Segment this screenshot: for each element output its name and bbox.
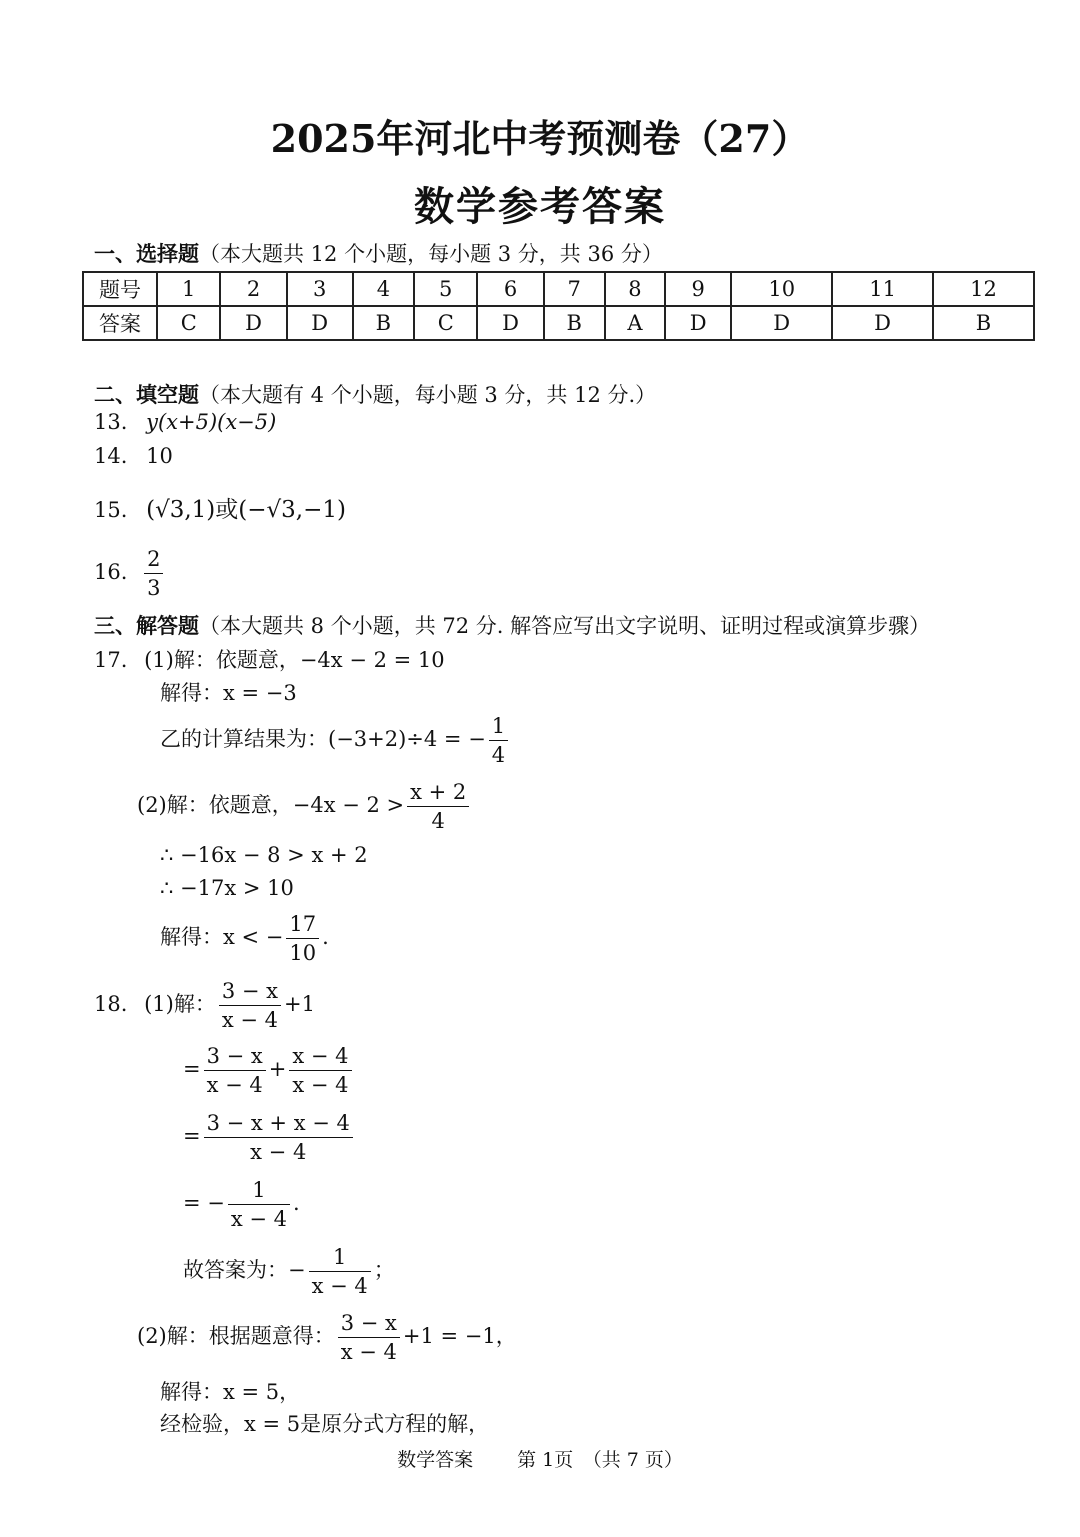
section-3-desc: （本大题共 8 个小题，共 72 分. 解答应写出文字说明、证明过程或演算步骤）	[199, 614, 931, 638]
table-cell: 9	[665, 272, 731, 306]
table-header-answer: 答案	[83, 306, 157, 340]
solution-text: 乙的计算结果为：(−3+2)÷4 = −	[160, 727, 486, 751]
fraction	[407, 778, 469, 835]
fraction-numerator: 17	[286, 910, 319, 939]
table-cell: D	[665, 306, 731, 340]
answer-17-line-1	[94, 644, 445, 674]
fraction-denominator: 4	[431, 809, 445, 833]
solution-text: ∴ −17x > 10	[160, 876, 294, 900]
page-subtitle: 数学参考答案	[414, 183, 666, 230]
fraction-denominator: x − 4	[340, 1340, 397, 1364]
answer-17-line-3	[160, 712, 511, 769]
solution-text: (2)解：根据题意得：	[137, 1324, 335, 1348]
answer-15	[94, 491, 346, 524]
solution-text: (2)解：依题意，−4x − 2 >	[137, 793, 405, 817]
solution-text: 故答案为：−	[183, 1258, 306, 1282]
answer-table	[82, 271, 1035, 341]
table-cell: D	[287, 306, 353, 340]
section-1-desc: （本大题共 12 个小题，每小题 3 分，共 36 分）	[199, 242, 663, 266]
fraction	[286, 910, 319, 967]
answer-18-part-2-line-1	[137, 1309, 517, 1366]
page-footer: 数学答案 第 1页 （共 7 页）	[397, 1449, 683, 1471]
answer-17-part-2-line-4	[160, 910, 329, 967]
solution-text: 解得：x = 5，	[160, 1380, 301, 1404]
fraction	[338, 1309, 400, 1366]
section-2-label: 二、填空题	[94, 383, 199, 407]
table-cell: 7	[544, 272, 605, 306]
answer-18-step-4: = − $\frac{1}{x - 4}$ .	[183, 1178, 300, 1231]
solution-text: +1 = −1，	[402, 1324, 517, 1348]
answer-18-step-3: = $\frac{3 - x + x - 4}{x - 4}$	[183, 1109, 356, 1166]
fraction-numerator: 1	[489, 712, 508, 741]
solution-text: +1	[284, 992, 315, 1016]
fraction	[289, 1042, 351, 1099]
table-cell: 3	[287, 272, 353, 306]
question-number: 16.	[94, 560, 128, 584]
table-cell: B	[353, 306, 414, 340]
table-row-numbers	[83, 272, 1034, 306]
table-cell: 6	[477, 272, 543, 306]
fraction-denominator: 10	[289, 941, 317, 965]
question-number: 18.	[94, 992, 128, 1016]
fraction	[489, 712, 508, 769]
question-number: 15.	[94, 498, 128, 522]
table-cell: C	[414, 306, 477, 340]
fraction-denominator: x − 4	[250, 1140, 307, 1164]
fraction	[228, 1176, 290, 1233]
section-2-desc: （本大题有 4 个小题，每小题 3 分，共 12 分.）	[199, 383, 657, 407]
fraction-numerator: 2	[144, 545, 163, 574]
solution-text: 解得：x < −	[160, 925, 284, 949]
section-2-heading	[94, 379, 656, 409]
fraction-numerator: 3 − x	[219, 977, 281, 1006]
table-cell: D	[832, 306, 933, 340]
table-cell: 2	[220, 272, 286, 306]
table-cell: B	[544, 306, 605, 340]
answer-18-step-2: = $\frac{3 - x}{x - 4}$ + $\frac{x - 4}{x - 4}$	[183, 1042, 355, 1099]
fraction-numerator: 3 − x + x − 4	[204, 1109, 353, 1138]
answer-13	[94, 410, 276, 434]
answer-15-value: (√3,1)或(−√3,−1)	[146, 497, 346, 523]
answer-14	[94, 444, 173, 468]
solution-text: (1)解：依题意，−4x − 2 = 10	[144, 648, 445, 672]
solution-text: 解得：x = −3	[160, 681, 297, 705]
table-cell: D	[220, 306, 286, 340]
fraction-numerator: 3 − x	[338, 1309, 400, 1338]
table-cell: 5	[414, 272, 477, 306]
fraction	[219, 977, 281, 1034]
fraction-numerator: 3 − x	[204, 1042, 266, 1071]
page-title: 2025年河北中考预测卷（27）	[270, 116, 810, 161]
fraction-numerator: 1	[228, 1176, 290, 1205]
solution-text: .	[322, 925, 329, 949]
answer-17-part-2-line-1	[137, 778, 472, 835]
table-cell: 4	[353, 272, 414, 306]
answer-14-value: 10	[146, 444, 173, 468]
table-cell: 8	[605, 272, 665, 306]
table-cell: B	[933, 306, 1034, 340]
fraction-denominator: x − 4	[206, 1073, 263, 1097]
section-3-heading	[94, 610, 930, 640]
solution-text: ∴ −16x − 8 > x + 2	[160, 843, 368, 867]
question-number: 13.	[94, 410, 128, 434]
fraction-denominator: x − 4	[221, 1008, 278, 1032]
question-number: 14.	[94, 444, 128, 468]
answer-16	[94, 545, 166, 602]
solution-text: (1)解：	[144, 992, 216, 1016]
table-cell: 12	[933, 272, 1034, 306]
fraction	[204, 1109, 353, 1166]
section-3-label: 三、解答题	[94, 614, 199, 638]
fraction-denominator: x − 4	[311, 1274, 368, 1298]
section-1-label: 一、选择题	[94, 242, 199, 266]
answer-13-value: y(x+5)(x−5)	[146, 410, 277, 434]
answer-16-fraction	[144, 545, 163, 602]
question-number: 17.	[94, 648, 128, 672]
table-cell: 10	[731, 272, 832, 306]
section-1-heading	[94, 238, 663, 268]
table-row-answers	[83, 306, 1034, 340]
answer-18-step-5	[183, 1243, 395, 1300]
solution-text: 经检验，x = 5是原分式方程的解，	[160, 1412, 490, 1436]
fraction-denominator: 4	[491, 743, 506, 767]
table-cell: 11	[832, 272, 933, 306]
fraction-denominator: 3	[147, 576, 161, 600]
table-cell: 1	[157, 272, 220, 306]
fraction-numerator: x + 2	[407, 778, 469, 807]
fraction-denominator: x − 4	[292, 1073, 349, 1097]
fraction-numerator: 1	[309, 1243, 371, 1272]
table-cell: A	[605, 306, 665, 340]
table-cell: C	[157, 306, 220, 340]
fraction	[309, 1243, 371, 1300]
table-cell: D	[731, 306, 832, 340]
fraction	[204, 1042, 266, 1099]
solution-text: ；	[373, 1258, 395, 1282]
table-header-number: 题号	[83, 272, 157, 306]
fraction-numerator: x − 4	[289, 1042, 351, 1071]
answer-18-line-1	[94, 977, 315, 1034]
fraction-denominator: x − 4	[230, 1207, 288, 1231]
table-cell: D	[477, 306, 543, 340]
